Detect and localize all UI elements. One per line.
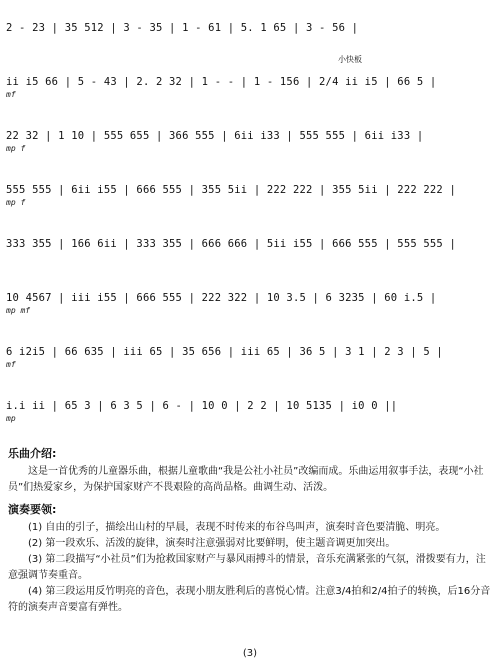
score-line-7 [6,330,494,374]
notes: 10 4567 | iii i55 | 666 555 | 222 322 | 10 3.5 | 6 3235 | 60 i.5 | [6,292,437,304]
dynamics: mp [6,414,16,423]
notes: 333 355 | 166 6ii | 333 355 | 666 666 | 5ii i55 | 666 555 | 555 555 | [6,238,456,250]
notes: 22 32 | 1 10 | 555 655 | 366 555 | 6ii i33 | 555 555 | 6ii i33 | [6,130,424,142]
text-section [8,446,492,616]
tips-heading: 演奏要领: [8,503,57,516]
notes: ii i5 66 | 5 - 43 | 2. 2 32 | 1 - - | 1 - 156 | 2/4 ii i5 | 66 5 | [6,76,437,88]
tempo-mark: 小快板 [338,55,362,64]
intro-paragraph: 这是一首优秀的儿童器乐曲，根据儿童歌曲“我是公社小社员”改编而成。乐曲运用叙事手法，表现“小社员”们热爱家乡，为保护国家财产不畏艰险的高尚品格。曲调生动、活泼。 [8,466,484,493]
score-line-8 [6,384,494,428]
dynamics: mf [6,90,16,99]
notes: 6 i2i5 | 66 635 | iii 65 | 35 656 | iii 65 | 36 5 | 3 1 | 2 3 | 5 | [6,346,443,358]
score-line-5 [6,222,494,266]
score-line-6 [6,276,494,320]
tip-item: (3) 第二段描写“小社员”们为抢救国家财产与暴风雨搏斗的情景，音乐充满紧张的气氛，滑拨要有力，注意强调节奏重音。 [8,554,486,581]
tip-item: (1) 自由的引子，描绘出山村的早晨，表现不时传来的布谷鸟叫声，演奏时音色要清脆、明亮。 [28,522,446,533]
intro-heading: 乐曲介绍: [8,447,57,460]
score-line-2 [6,60,494,104]
tip-item: (4) 第三段运用反竹明亮的音色，表现小朋友胜利后的喜悦心情。注意3/4拍和2/4拍子的转换，后16分音符的演奏声音要富有弹性。 [8,586,491,613]
score-line-4 [6,168,494,212]
dynamics: mp mf [6,306,31,315]
page-number: (3) [242,648,258,659]
notes: i.i ii | 65 3 | 6 3 5 | 6 - | 10 0 | 2 2 | 10 5135 | i0 0 || [6,400,398,412]
notes: 2 - 23 | 35 512 | 3 - 35 | 1 - 61 | 5. 1 65 | 3 - 56 | [6,22,359,34]
dynamics: mp f [6,198,26,207]
score-line-1 [6,6,494,50]
notes: 555 555 | 6ii i55 | 666 555 | 355 5ii | 222 222 | 355 5ii | 222 222 | [6,184,456,196]
dynamics: mp f [6,144,26,153]
dynamics: mf [6,360,16,369]
tip-item: (2) 第一段欢乐、活泼的旋律，演奏时注意强弱对比要鲜明，使主题音调更加突出。 [28,538,396,549]
score-line-3 [6,114,494,158]
